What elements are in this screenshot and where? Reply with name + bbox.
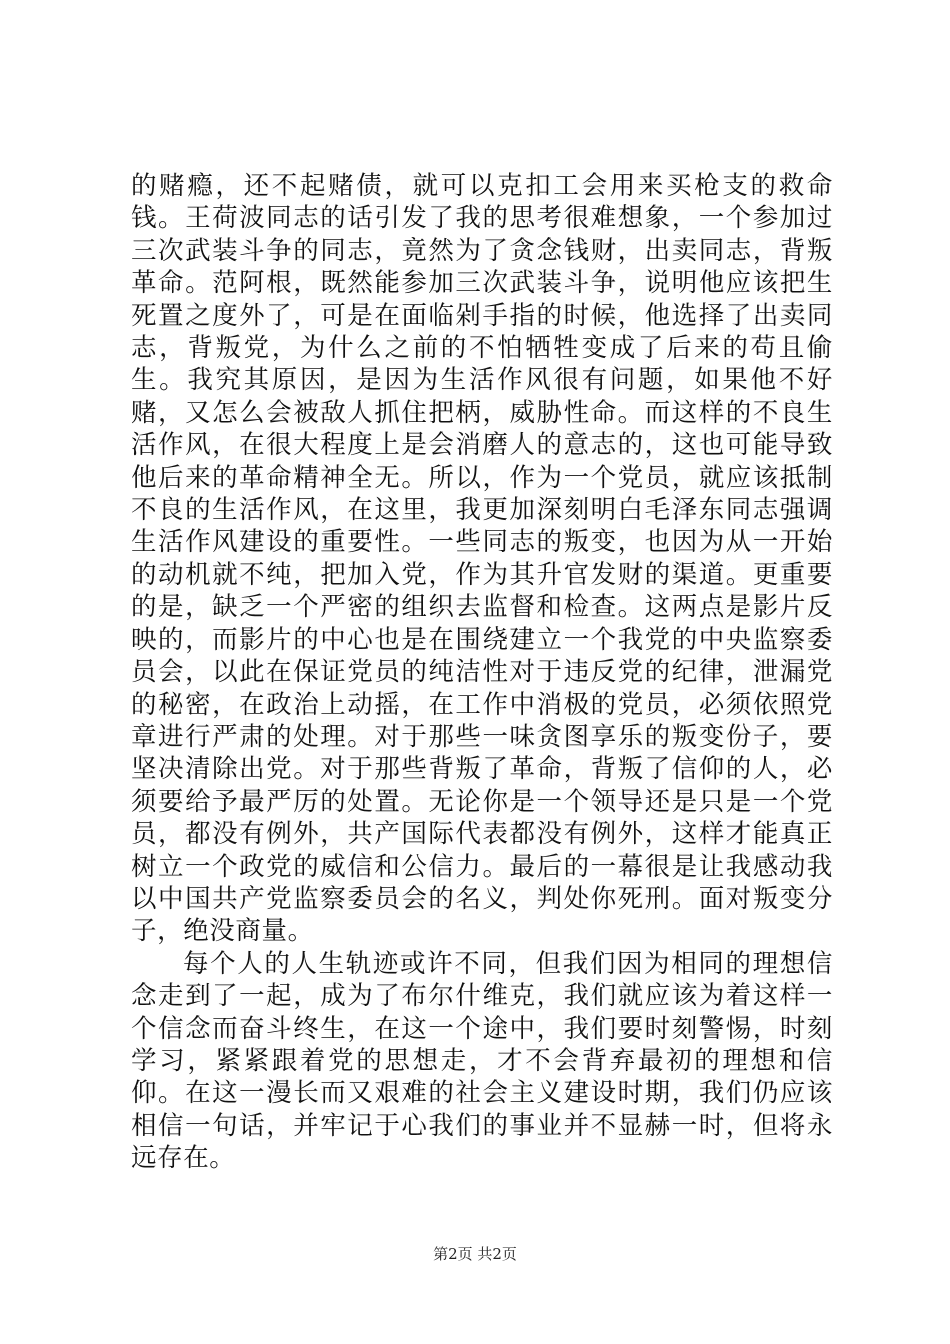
document-body: [131, 170, 833, 1175]
page-footer: 第2页 共2页: [433, 1245, 517, 1263]
paragraph-1: 的赌瘾，还不起赌债，就可以克扣工会用来买枪支的救命钱。王荷波同志的话引发了我的思考很难想象，一个参加过三次武装斗争的同志，竟然为了贪念钱财，出卖同志，背叛革命。范阿根，既然能参加三次武装斗争，说明他应该把生死置之度外了，可是在面临剁手指的时候，他选择了出卖同志，背叛党，为什么之前的不怕牺牲变成了后来的苟且偷生。我究其原因，是因为生活作风很有问题，如果他不好赌，又怎么会被敌人抓住把柄，威胁性命。而这样的不良生活作风，在很大程度上是会消磨人的意志的，这也可能导致他后来的革命精神全无。所以，作为一个党员，就应该抵制不良的生活作风，在这里，我更加深刻明白毛泽东同志强调生活作风建设的重要性。一些同志的叛变，也因为从一开始的动机就不纯，把加入党，作为其升官发财的渠道。更重要的是，缺乏一个严密的组织去监督和检查。这两点是影片反映的，而影片的中心也是在围绕建立一个我党的中央监察委员会，以此在保证党员的纯洁性对于违反党的纪律，泄漏党的秘密，在政治上动摇，在工作中消极的党员，必须依照党章进行严肃的处理。对于那些一味贪图享乐的叛变份子，要坚决清除出党。对于那些背叛了革命，背叛了信仰的人，必须要给予最严厉的处置。无论你是一个领导还是只是一个党员，都没有例外，共产国际代表都没有例外，这样才能真正树立一个政党的威信和公信力。最后的一幕很是让我感动我以中国共产党监察委员会的名义，判处你死刑。面对叛变分子，绝没商量。: [131, 171, 833, 947]
paragraph-2: 每个人的人生轨迹或许不同，但我们因为相同的理想信念走到了一起，成为了布尔什维克，我们就应该为着这样一个信念而奋斗终生，在这一个途中，我们要时刻警惕，时刻学习，紧紧跟着党的思想走，才不会背弃最初的理想和信仰。在这一漫长而又艰难的社会主义建设时期，我们仍应该相信一句话，并牢记于心我们的事业并不显赫一时，但将永远存在。: [131, 948, 833, 1174]
